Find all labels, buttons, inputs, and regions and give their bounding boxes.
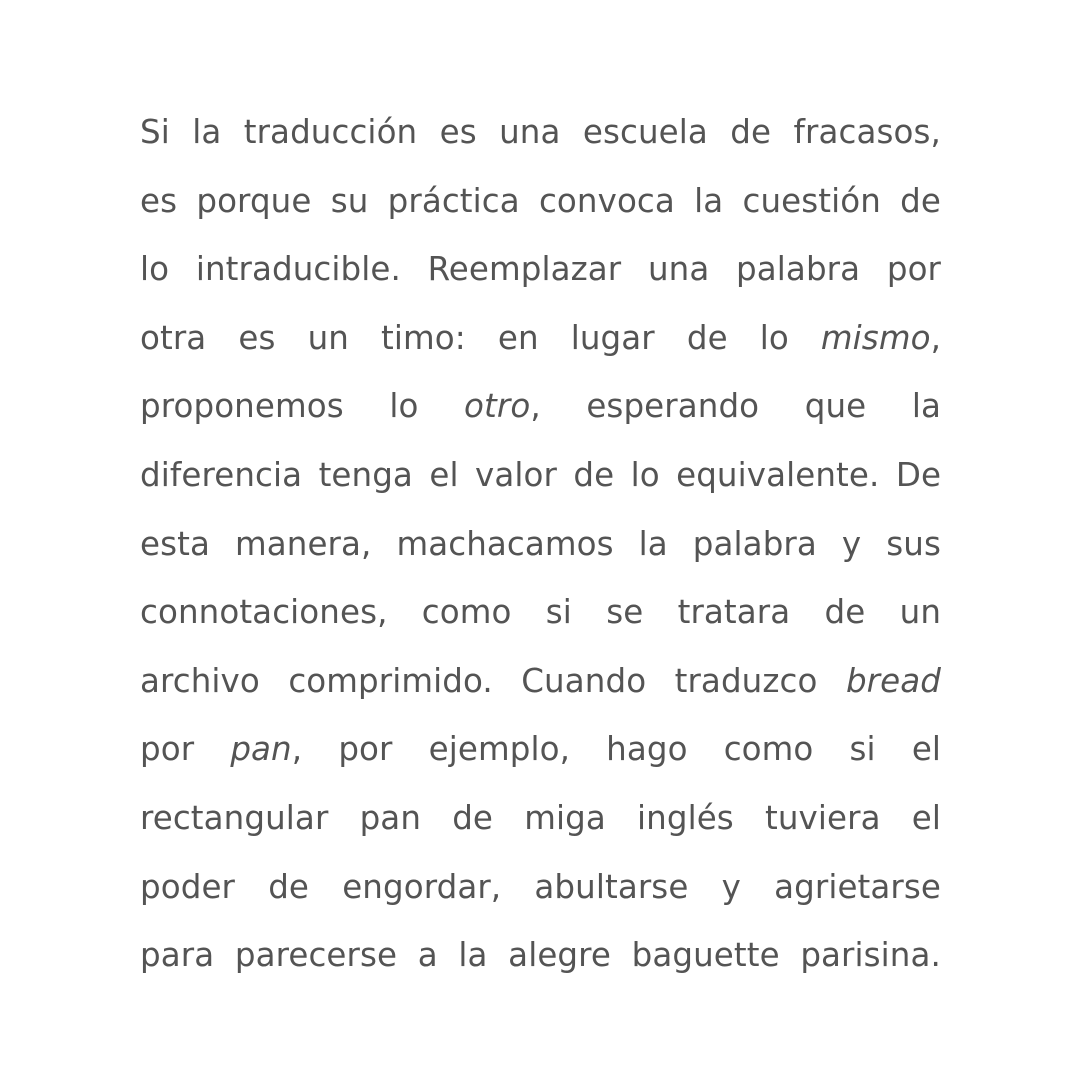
word: alegre	[508, 936, 611, 975]
word: la	[694, 181, 724, 220]
word: de	[573, 455, 615, 494]
word: esperando	[586, 387, 760, 426]
word: poder	[140, 867, 236, 906]
word: hago	[606, 730, 688, 769]
word: miga	[524, 798, 606, 837]
passage-line	[140, 853, 941, 922]
word: sus	[886, 524, 941, 563]
passage-line	[140, 98, 941, 167]
word: su	[330, 181, 369, 220]
word: una	[647, 250, 710, 289]
word: la	[911, 387, 942, 426]
word: palabra	[692, 524, 817, 563]
word: connotaciones,	[140, 593, 388, 632]
passage-line	[140, 715, 941, 784]
word: tenga	[318, 455, 413, 494]
word: lugar	[570, 318, 655, 357]
italic-word: pan	[230, 730, 292, 769]
passage-line	[140, 304, 941, 373]
passage-line	[140, 235, 941, 304]
word: si	[545, 593, 572, 632]
word: el	[429, 455, 459, 494]
word: de	[824, 593, 866, 632]
word: a	[417, 936, 438, 975]
word: Reemplazar	[427, 250, 622, 289]
word: equivalente.	[676, 455, 880, 494]
word: un	[307, 318, 349, 357]
word: engordar,	[342, 867, 502, 906]
word: de	[900, 181, 941, 220]
word: traduzco	[674, 661, 818, 700]
word: lo	[759, 318, 789, 357]
word: por	[338, 730, 393, 769]
word: en	[497, 318, 539, 357]
word: como	[723, 730, 814, 769]
word: es	[238, 318, 276, 357]
word: ,	[930, 318, 942, 357]
word: el	[911, 798, 941, 837]
word: lo	[389, 387, 419, 426]
word: Si	[140, 113, 170, 151]
word: manera,	[234, 524, 372, 563]
word: lo	[140, 250, 170, 289]
word: y	[721, 867, 741, 906]
passage-line	[140, 578, 941, 647]
word: parisina.	[800, 936, 941, 975]
word: la	[638, 524, 668, 563]
passage-line	[140, 167, 941, 236]
passage-line	[140, 921, 941, 990]
word: abultarse	[534, 867, 689, 906]
passage-line	[140, 510, 941, 579]
word: práctica	[387, 181, 520, 220]
word: de	[268, 867, 310, 906]
word: es	[140, 181, 178, 220]
word: como	[421, 593, 512, 632]
word: si	[849, 730, 876, 769]
word: de	[452, 798, 494, 837]
word: parecerse	[234, 936, 398, 975]
word: de	[686, 318, 728, 357]
word: escuela	[582, 113, 708, 151]
word: otra	[140, 318, 207, 357]
word: traducción	[243, 113, 418, 151]
word: baguette	[631, 936, 780, 975]
word: que	[804, 387, 867, 426]
word: agrietarse	[774, 867, 942, 906]
word: pan	[359, 798, 422, 837]
word: ,	[530, 387, 541, 426]
word: De	[895, 455, 942, 494]
word: palabra	[736, 250, 861, 289]
word: la	[192, 113, 222, 151]
italic-word: mismo	[820, 318, 931, 357]
word: diferencia	[140, 455, 303, 494]
word: una	[499, 113, 561, 151]
passage-line	[140, 784, 941, 853]
word: ejemplo,	[428, 730, 570, 769]
word: se	[606, 593, 644, 632]
word: Cuando	[521, 661, 647, 700]
word: por	[140, 730, 195, 769]
word: para	[140, 936, 215, 975]
text-passage	[140, 98, 941, 990]
word: intraducible.	[195, 250, 401, 289]
word: machacamos	[396, 524, 614, 563]
word: porque	[196, 181, 312, 220]
word: inglés	[637, 798, 734, 837]
word: tuviera	[765, 798, 881, 837]
italic-word: otro	[464, 387, 531, 426]
word: es	[439, 113, 477, 151]
word: lo	[630, 455, 660, 494]
word: comprimido.	[288, 661, 493, 700]
word: fracasos,	[793, 113, 941, 151]
word: de	[730, 113, 772, 151]
word: tratara	[677, 593, 791, 632]
word: esta	[140, 524, 210, 563]
word: un	[899, 593, 942, 632]
word: la	[458, 936, 488, 975]
word: valor	[475, 455, 557, 494]
word: y	[841, 524, 862, 563]
word: por	[886, 250, 942, 289]
word: rectangular	[140, 798, 329, 837]
word: cuestión	[742, 181, 881, 220]
passage-line	[140, 441, 941, 510]
word: convoca	[538, 181, 675, 220]
passage-line	[140, 647, 941, 716]
word: timo:	[381, 318, 466, 357]
word: archivo	[140, 661, 260, 700]
passage-line	[140, 372, 941, 441]
word: proponemos	[140, 387, 344, 426]
word: ,	[291, 730, 303, 769]
italic-word: bread	[845, 661, 941, 700]
word: el	[911, 730, 942, 769]
